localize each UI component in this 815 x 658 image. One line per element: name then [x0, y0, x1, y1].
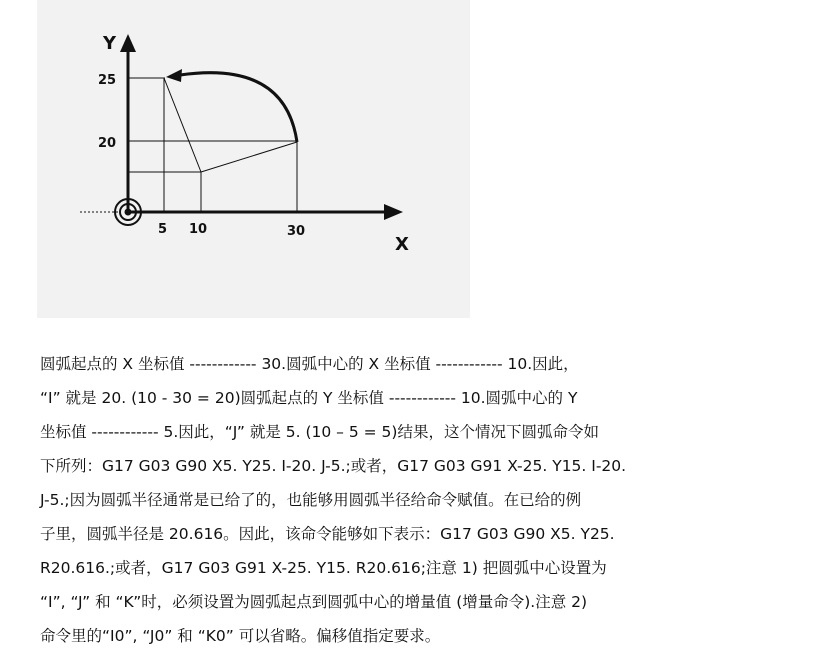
y-tick-25: 25 — [98, 73, 117, 88]
paragraph-line: 命令里的“I0”, “J0” 和 “K0” 可以省略。偏移值指定要求。 — [40, 627, 441, 645]
x-axis-title: X — [395, 234, 409, 255]
arc-diagram — [0, 0, 470, 320]
explanation-paragraph — [40, 347, 780, 653]
paragraph-line: R20.616.;或者，G17 G03 G91 X-25. Y15. R20.616;注意 1) 把圆弧中心设置为 — [40, 559, 607, 577]
diagram-background — [37, 0, 470, 318]
paragraph-line: “I”, “J” 和 “K”时，必须设置为圆弧起点到圆弧中心的增量值 (增量命令).注意 2) — [40, 593, 588, 611]
y-axis-title: Y — [103, 33, 117, 54]
x-tick-30: 30 — [287, 224, 306, 239]
paragraph-line: J-5.;因为圆弧半径通常是已给了的，也能够用圆弧半径给命令赋值。在已给的例 — [40, 491, 582, 509]
paragraph-line: 下所列：G17 G03 G90 X5. Y25. I-20. J-5.;或者，G17 G03 G91 X-25. Y15. I-20. — [40, 457, 627, 475]
paragraph-line: “I” 就是 20. (10 - 30 = 20)圆弧起点的 Y 坐标值 ------------ 10.圆弧中心的 Y — [40, 389, 578, 407]
x-tick-5: 5 — [158, 222, 168, 237]
y-tick-20: 20 — [98, 136, 117, 151]
paragraph-line: 圆弧起点的 X 坐标值 ------------ 30.圆弧中心的 X 坐标值 ------------ 10.因此， — [40, 355, 579, 373]
x-tick-10: 10 — [189, 222, 208, 237]
paragraph-line: 子里，圆弧半径是 20.616。因此，该命令能够如下表示：G17 G03 G90 X5. Y25. — [40, 525, 615, 543]
paragraph-line: 坐标值 ------------ 5.因此，“J” 就是 5. (10 – 5 = 5)结果，这个情况下圆弧命令如 — [40, 423, 599, 441]
origin-dot — [125, 209, 132, 216]
